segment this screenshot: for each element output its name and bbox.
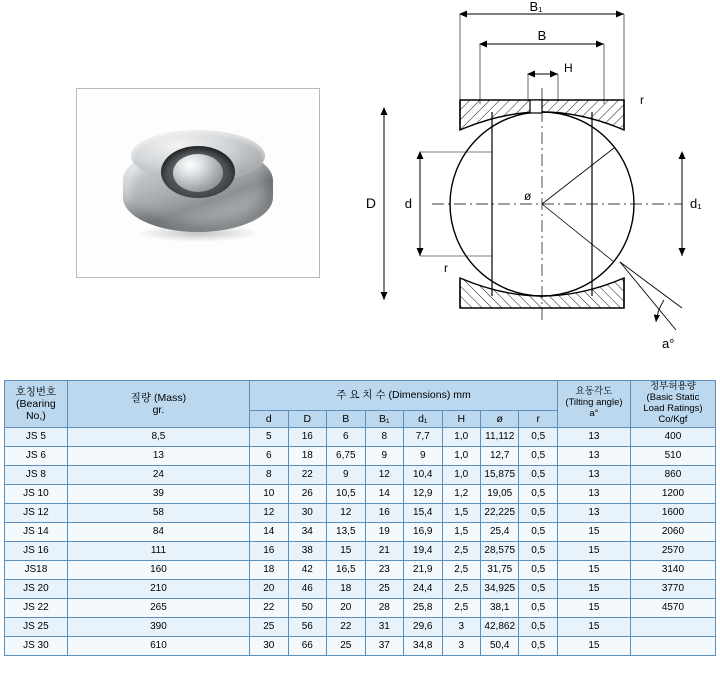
cell-r: 0,5 bbox=[519, 617, 557, 636]
cell-B1: 19 bbox=[365, 522, 403, 541]
cell-r: 0,5 bbox=[519, 427, 557, 446]
cell-bearing-no: JS 16 bbox=[5, 541, 68, 560]
cell-B: 6,75 bbox=[327, 446, 365, 465]
cell-tilt: 13 bbox=[557, 427, 630, 446]
header-dim-B: B bbox=[327, 410, 365, 427]
cell-tilt: 13 bbox=[557, 465, 630, 484]
dim-label-r-top: r bbox=[640, 93, 644, 107]
cell-bearing-no: JS 6 bbox=[5, 446, 68, 465]
cell-B1: 23 bbox=[365, 560, 403, 579]
cell-d: 8 bbox=[250, 465, 288, 484]
cell-d: 20 bbox=[250, 579, 288, 598]
table-row bbox=[5, 617, 716, 636]
header-dim-D: D bbox=[288, 410, 326, 427]
cell-co: 2060 bbox=[630, 522, 715, 541]
cell-H: 1,0 bbox=[442, 465, 480, 484]
cell-bearing-no: JS 30 bbox=[5, 636, 68, 655]
cell-d1: 24,4 bbox=[404, 579, 442, 598]
cell-mass: 265 bbox=[67, 598, 249, 617]
cell-co: 860 bbox=[630, 465, 715, 484]
cell-phi: 12,7 bbox=[480, 446, 518, 465]
bearing-specification-table bbox=[4, 380, 716, 656]
cell-mass: 84 bbox=[67, 522, 249, 541]
table-row bbox=[5, 636, 716, 655]
cell-B: 16,5 bbox=[327, 560, 365, 579]
cell-d: 10 bbox=[250, 484, 288, 503]
cell-tilt: 15 bbox=[557, 560, 630, 579]
cell-B: 20 bbox=[327, 598, 365, 617]
header-tilting-angle bbox=[557, 381, 630, 428]
dim-label-d-outer: D bbox=[365, 195, 376, 211]
cell-tilt: 13 bbox=[557, 503, 630, 522]
cell-H: 3 bbox=[442, 617, 480, 636]
cell-D: 26 bbox=[288, 484, 326, 503]
table-row bbox=[5, 522, 716, 541]
header-dim-phi: ø bbox=[480, 410, 518, 427]
cell-r: 0,5 bbox=[519, 636, 557, 655]
header-load-line1: 정부허용량 bbox=[649, 381, 696, 392]
cell-D: 38 bbox=[288, 541, 326, 560]
cell-D: 56 bbox=[288, 617, 326, 636]
cell-D: 34 bbox=[288, 522, 326, 541]
cell-D: 46 bbox=[288, 579, 326, 598]
cell-B: 10,5 bbox=[327, 484, 365, 503]
cell-D: 18 bbox=[288, 446, 326, 465]
table-row bbox=[5, 560, 716, 579]
header-bearing-no-line3: No,) bbox=[25, 409, 46, 422]
cell-d1: 15,4 bbox=[404, 503, 442, 522]
bearing-photo-graphic bbox=[123, 128, 273, 246]
dim-label-d-inner: d bbox=[404, 196, 412, 211]
cell-d1: 10,4 bbox=[404, 465, 442, 484]
cell-r: 0,5 bbox=[519, 579, 557, 598]
cell-H: 1,5 bbox=[442, 522, 480, 541]
cell-phi: 31,75 bbox=[480, 560, 518, 579]
header-tilting-line1: 요동각도 bbox=[575, 386, 613, 398]
cell-r: 0,5 bbox=[519, 503, 557, 522]
cell-d1: 25,8 bbox=[404, 598, 442, 617]
cell-tilt: 15 bbox=[557, 598, 630, 617]
cell-H: 1,0 bbox=[442, 446, 480, 465]
header-dim-d1: d₁ bbox=[404, 410, 442, 427]
cell-co: 3140 bbox=[630, 560, 715, 579]
cell-mass: 39 bbox=[67, 484, 249, 503]
cell-D: 22 bbox=[288, 465, 326, 484]
header-dim-B1: B₁ bbox=[365, 410, 403, 427]
dim-label-d1: d₁ bbox=[690, 196, 702, 211]
cell-tilt: 13 bbox=[557, 446, 630, 465]
cell-co: 2570 bbox=[630, 541, 715, 560]
cell-H: 2,5 bbox=[442, 598, 480, 617]
cell-phi: 42,862 bbox=[480, 617, 518, 636]
table-row bbox=[5, 484, 716, 503]
dim-label-angle: a° bbox=[662, 336, 675, 351]
cell-r: 0,5 bbox=[519, 541, 557, 560]
cell-co: 4570 bbox=[630, 598, 715, 617]
header-tilting-line3: a° bbox=[589, 408, 599, 420]
cell-d1: 16,9 bbox=[404, 522, 442, 541]
header-load-line3: Load Ratings) bbox=[643, 402, 703, 414]
cell-H: 2,5 bbox=[442, 560, 480, 579]
cell-D: 30 bbox=[288, 503, 326, 522]
cell-r: 0,5 bbox=[519, 446, 557, 465]
header-mass bbox=[67, 381, 249, 428]
cell-phi: 25,4 bbox=[480, 522, 518, 541]
cell-d: 5 bbox=[250, 427, 288, 446]
cell-B1: 28 bbox=[365, 598, 403, 617]
cell-mass: 610 bbox=[67, 636, 249, 655]
cell-bearing-no: JS 22 bbox=[5, 598, 68, 617]
cell-tilt: 15 bbox=[557, 522, 630, 541]
cell-B1: 9 bbox=[365, 446, 403, 465]
cell-B: 25 bbox=[327, 636, 365, 655]
cell-bearing-no: JS18 bbox=[5, 560, 68, 579]
header-tilting-line2: (Tilting angle) bbox=[565, 397, 623, 409]
cell-mass: 210 bbox=[67, 579, 249, 598]
cell-H: 3 bbox=[442, 636, 480, 655]
header-dim-d: d bbox=[250, 410, 288, 427]
cell-bearing-no: JS 25 bbox=[5, 617, 68, 636]
cell-d1: 9 bbox=[404, 446, 442, 465]
cell-mass: 111 bbox=[67, 541, 249, 560]
cell-phi: 50,4 bbox=[480, 636, 518, 655]
cell-B1: 14 bbox=[365, 484, 403, 503]
cell-bearing-no: JS 8 bbox=[5, 465, 68, 484]
cell-mass: 58 bbox=[67, 503, 249, 522]
cell-mass: 13 bbox=[67, 446, 249, 465]
header-bearing-no-line2: (Bearing bbox=[16, 397, 56, 410]
cell-r: 0,5 bbox=[519, 484, 557, 503]
cell-phi: 11,112 bbox=[480, 427, 518, 446]
table-row bbox=[5, 503, 716, 522]
cell-D: 50 bbox=[288, 598, 326, 617]
header-mass-line2: gr. bbox=[152, 403, 165, 416]
cell-B1: 8 bbox=[365, 427, 403, 446]
cell-d1: 34,8 bbox=[404, 636, 442, 655]
cell-mass: 390 bbox=[67, 617, 249, 636]
cell-B: 22 bbox=[327, 617, 365, 636]
bearing-photo-panel bbox=[76, 88, 320, 278]
cell-B: 12 bbox=[327, 503, 365, 522]
cell-d: 25 bbox=[250, 617, 288, 636]
table-row bbox=[5, 541, 716, 560]
cell-phi: 38,1 bbox=[480, 598, 518, 617]
dim-label-r-bottom: r bbox=[444, 261, 448, 275]
dim-label-phi: ø bbox=[524, 189, 532, 203]
cell-phi: 28,575 bbox=[480, 541, 518, 560]
cell-co: 3770 bbox=[630, 579, 715, 598]
cell-B: 9 bbox=[327, 465, 365, 484]
header-dimensions: 주 요 치 수 (Dimensions) mm bbox=[250, 381, 558, 411]
cell-r: 0,5 bbox=[519, 522, 557, 541]
cell-D: 42 bbox=[288, 560, 326, 579]
cell-H: 2,5 bbox=[442, 579, 480, 598]
cell-mass: 160 bbox=[67, 560, 249, 579]
header-dim-H: H bbox=[442, 410, 480, 427]
cell-d: 12 bbox=[250, 503, 288, 522]
cell-d: 14 bbox=[250, 522, 288, 541]
cell-d1: 7,7 bbox=[404, 427, 442, 446]
cell-H: 2,5 bbox=[442, 541, 480, 560]
cell-tilt: 13 bbox=[557, 484, 630, 503]
cell-r: 0,5 bbox=[519, 560, 557, 579]
cell-mass: 24 bbox=[67, 465, 249, 484]
cell-B: 15 bbox=[327, 541, 365, 560]
cell-tilt: 15 bbox=[557, 636, 630, 655]
cell-B: 6 bbox=[327, 427, 365, 446]
header-mass-line1: 질량 (Mass) bbox=[130, 391, 187, 404]
cell-B1: 25 bbox=[365, 579, 403, 598]
cell-co: 510 bbox=[630, 446, 715, 465]
header-bearing-no bbox=[5, 381, 68, 428]
cell-d: 18 bbox=[250, 560, 288, 579]
cell-tilt: 15 bbox=[557, 541, 630, 560]
cell-d1: 29,6 bbox=[404, 617, 442, 636]
table-row bbox=[5, 598, 716, 617]
cell-d1: 12,9 bbox=[404, 484, 442, 503]
cell-B1: 12 bbox=[365, 465, 403, 484]
cell-co bbox=[630, 636, 715, 655]
table-row bbox=[5, 427, 716, 446]
cell-phi: 34,925 bbox=[480, 579, 518, 598]
cell-co bbox=[630, 617, 715, 636]
cell-co: 400 bbox=[630, 427, 715, 446]
cell-B1: 16 bbox=[365, 503, 403, 522]
cell-d: 16 bbox=[250, 541, 288, 560]
cell-tilt: 15 bbox=[557, 617, 630, 636]
dim-label-b: B bbox=[537, 28, 547, 43]
header-static-load bbox=[630, 381, 715, 428]
cell-D: 66 bbox=[288, 636, 326, 655]
table-row bbox=[5, 465, 716, 484]
cell-d: 22 bbox=[250, 598, 288, 617]
table-row bbox=[5, 446, 716, 465]
cell-D: 16 bbox=[288, 427, 326, 446]
cell-d1: 19,4 bbox=[404, 541, 442, 560]
cell-d: 6 bbox=[250, 446, 288, 465]
cell-r: 0,5 bbox=[519, 465, 557, 484]
dim-label-h: H bbox=[564, 61, 573, 75]
cell-bearing-no: JS 20 bbox=[5, 579, 68, 598]
cell-co: 1200 bbox=[630, 484, 715, 503]
cell-H: 1,0 bbox=[442, 427, 480, 446]
dim-label-b1: B₁ bbox=[529, 0, 543, 14]
bearing-photo bbox=[81, 93, 315, 273]
cell-B1: 21 bbox=[365, 541, 403, 560]
cell-phi: 15,875 bbox=[480, 465, 518, 484]
cell-H: 1,2 bbox=[442, 484, 480, 503]
cell-tilt: 15 bbox=[557, 579, 630, 598]
cell-co: 1600 bbox=[630, 503, 715, 522]
table-row bbox=[5, 579, 716, 598]
cell-B1: 37 bbox=[365, 636, 403, 655]
cell-phi: 22,225 bbox=[480, 503, 518, 522]
cell-bearing-no: JS 14 bbox=[5, 522, 68, 541]
header-dim-r: r bbox=[519, 410, 557, 427]
cell-phi: 19,05 bbox=[480, 484, 518, 503]
cell-bearing-no: JS 10 bbox=[5, 484, 68, 503]
cell-r: 0,5 bbox=[519, 598, 557, 617]
cell-B: 18 bbox=[327, 579, 365, 598]
header-load-line2: (Basic Static bbox=[646, 391, 700, 403]
cell-mass: 8,5 bbox=[67, 427, 249, 446]
bearing-cross-section-diagram bbox=[352, 0, 720, 378]
cell-H: 1,5 bbox=[442, 503, 480, 522]
cell-B: 13,5 bbox=[327, 522, 365, 541]
table-body bbox=[5, 427, 716, 655]
cell-B1: 31 bbox=[365, 617, 403, 636]
header-bearing-no-line1: 호칭번호 bbox=[15, 385, 57, 398]
cell-d: 30 bbox=[250, 636, 288, 655]
cell-bearing-no: JS 12 bbox=[5, 503, 68, 522]
cell-d1: 21,9 bbox=[404, 560, 442, 579]
header-load-line4: Co/Kgf bbox=[658, 413, 688, 425]
cell-bearing-no: JS 5 bbox=[5, 427, 68, 446]
